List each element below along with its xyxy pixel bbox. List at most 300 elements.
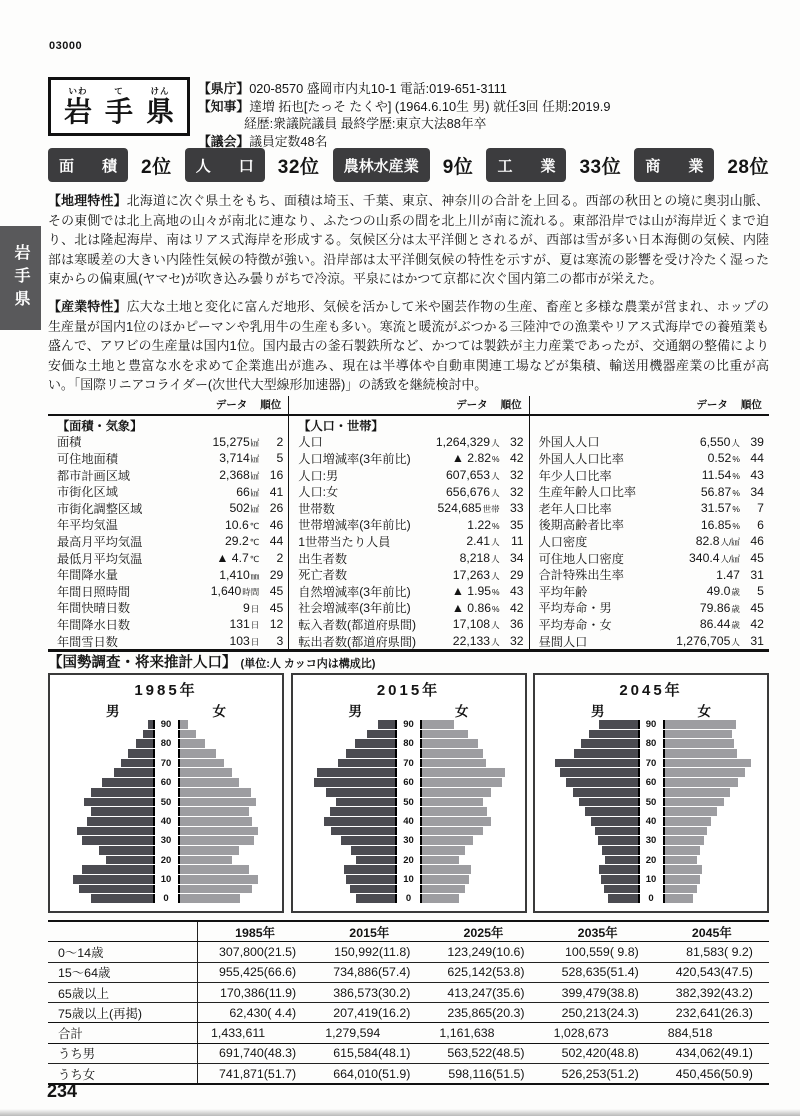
stat-unit: ㎢: [250, 504, 260, 515]
age-axis-label: 10: [395, 875, 422, 884]
stat-label: 都市計画区域: [57, 468, 131, 483]
characteristic-paragraph: [48, 191, 769, 289]
pyramid-gender-labels: [50, 700, 282, 719]
female-bar: [422, 768, 505, 777]
male-bar-area: [50, 778, 153, 787]
male-bar: [602, 846, 638, 855]
pyramid-row: [535, 856, 767, 865]
age-table-cell: 528,635(51.4): [561, 965, 639, 980]
female-label: 女: [697, 704, 711, 719]
female-bar-area: [422, 865, 525, 874]
female-bar: [665, 739, 734, 748]
stats-row: [530, 450, 769, 467]
stat-label: 人口:女: [298, 485, 339, 500]
female-bar: [665, 778, 738, 787]
male-bar: [99, 846, 153, 855]
pyramid-row: [50, 749, 282, 758]
category-badge: [634, 148, 714, 182]
stat-rank: 36: [510, 617, 524, 632]
stats-section-title: [539, 418, 764, 432]
female-bar: [180, 846, 239, 855]
age-axis-label: [395, 846, 422, 855]
age-axis-label: [395, 788, 422, 797]
badge-character: 人: [195, 157, 211, 175]
pyramid-row: [535, 759, 767, 768]
age-table-cell: 434,062(49.1): [675, 1046, 753, 1061]
stat-label: 転入者数(都道府県間): [298, 617, 417, 632]
female-bar: [422, 856, 459, 865]
stat-label: 老年人口比率: [538, 501, 612, 516]
stats-row: [48, 533, 288, 550]
data-header-label: データ: [456, 399, 488, 411]
stat-value: 1,640時間: [210, 584, 260, 599]
male-bar-area: [535, 730, 638, 739]
age-table-cell: 598,116(51.5): [448, 1066, 525, 1081]
age-table-row-label: 75歳以上(再掲): [48, 1003, 198, 1022]
badge-character: 面: [59, 157, 75, 175]
age-axis-label: [395, 807, 422, 816]
female-bar-area: [422, 894, 525, 903]
pyramid-row: [535, 817, 767, 826]
stat-rank: 12: [269, 617, 284, 632]
female-bar: [665, 827, 707, 836]
female-bar: [422, 759, 486, 768]
stat-unit: %: [492, 454, 500, 465]
stat-unit: 人: [491, 620, 500, 631]
pyramid-row: [50, 827, 282, 836]
male-bar: [79, 885, 153, 894]
age-table-cell: 420,543(47.5): [675, 965, 753, 980]
stat-value: 66㎢: [236, 484, 260, 499]
stat-rank: 44: [750, 451, 764, 466]
female-bar: [665, 894, 693, 903]
rank-value: 2位: [141, 156, 172, 178]
stat-rank: 16: [269, 468, 284, 483]
age-axis-label: [153, 827, 180, 836]
female-bar: [180, 885, 252, 894]
age-axis-label: 0: [153, 894, 180, 903]
stat-value: 1,264,329人: [435, 434, 500, 449]
male-bar: [573, 788, 638, 797]
female-bar-area: [180, 739, 283, 748]
male-bar-area: [535, 846, 638, 855]
stat-label: 外国人人口比率: [538, 451, 624, 466]
male-bar: [336, 798, 395, 807]
male-bar: [338, 759, 395, 768]
stat-label: 年間降水量: [57, 568, 118, 583]
age-table-header-cell: 1985年: [235, 925, 276, 940]
pyramid-year-title: 2045年: [619, 682, 683, 699]
stat-rank: 5: [276, 451, 284, 466]
age-table-row-label: うち女: [48, 1064, 198, 1083]
stat-unit: 歳: [731, 603, 740, 614]
stats-row: [289, 583, 528, 600]
female-bar-area: [180, 749, 283, 758]
stat-rank: 2: [276, 434, 284, 449]
stat-value: 131日: [229, 617, 260, 632]
stats-row: [48, 517, 288, 534]
stat-rank: 34: [750, 484, 764, 499]
pyramid-row: [50, 846, 282, 855]
age-axis-label: [153, 885, 180, 894]
info-bracket-label: 【知事】: [198, 98, 250, 114]
female-bar-area: [665, 759, 768, 768]
male-bar: [82, 865, 153, 874]
data-header-label: データ: [215, 399, 248, 411]
stats-section-row: [530, 417, 769, 434]
rank-header-label: 順位: [260, 399, 282, 411]
stat-rank: 33: [510, 501, 524, 516]
info-bracket-label: 【県庁】: [198, 81, 250, 96]
age-axis-label: 40: [395, 817, 422, 826]
stat-label: 最低月平均気温: [57, 551, 143, 566]
female-bar: [665, 768, 745, 777]
stats-row: [289, 483, 528, 500]
male-bar: [585, 807, 638, 816]
male-bar: [87, 817, 153, 826]
stat-label: 年間快晴日数: [57, 601, 131, 616]
male-bar-area: [50, 846, 153, 855]
female-bar: [665, 720, 736, 729]
male-bar-area: [293, 827, 396, 836]
male-bar: [82, 836, 153, 845]
female-bar-area: [180, 730, 283, 739]
stat-rank: 26: [269, 501, 284, 516]
paragraph-label: 【地理特性】: [48, 193, 127, 208]
rank-badge-group: [48, 148, 172, 182]
pyramid-row: [293, 875, 525, 884]
stats-row: [289, 517, 528, 534]
stat-unit: 歳: [731, 620, 740, 631]
stat-value: 1.47: [716, 567, 740, 582]
paragraph-text: 広大な土地と変化に富んだ地形、気候を活かして米や園芸作物の生産、畜産と多様な農業が営まれ、ホップの生産量が国内1位のほかピーマンや乳用牛の生産も多い。寒流と暖流がぶつかる三陸沖での漁業やリアス式海岸での養殖業も盛んで、アワビの生産量は国内1位。国内最古の釜石製鉄所など、かつては製鉄が主力産業であったが、交通網の整備により安価な土地と豊富な水を求めて企業進出が進み、現在は半導体や自動車関連工場などが集積、輸送用機器産業の比重が高い。「国際リニアコライダー(次世代大型線形加速器)」の誘致を継続検討中。: [48, 298, 769, 393]
age-table-cell: 307,800(21.5): [219, 944, 297, 959]
stat-label: 面積: [57, 435, 82, 450]
age-axis-label: 10: [153, 875, 180, 884]
male-bar: [77, 827, 153, 836]
male-bar: [136, 739, 153, 748]
age-axis-label: [395, 730, 422, 739]
prefecture-name-box: [48, 77, 190, 136]
age-axis-label: [395, 885, 422, 894]
female-bar-area: [422, 768, 525, 777]
male-bar-area: [535, 739, 638, 748]
stats-row: [530, 517, 769, 534]
female-bar: [665, 798, 724, 807]
rank-value: 33位: [579, 156, 622, 178]
age-axis-label: [638, 768, 665, 777]
male-bar-area: [293, 788, 396, 797]
pyramid-row: [535, 827, 767, 836]
female-bar-area: [422, 730, 525, 739]
female-bar-area: [665, 894, 768, 903]
stat-label: 死亡者数: [298, 568, 348, 583]
stats-row: [289, 533, 528, 550]
female-bar-area: [665, 846, 768, 855]
female-bar-area: [665, 788, 768, 797]
female-bar-area: [665, 749, 768, 758]
age-table-row: [48, 983, 769, 1003]
stat-value: 6,550人: [699, 434, 740, 449]
age-axis-label: 60: [638, 778, 665, 787]
pyramid-row: [293, 768, 525, 777]
female-bar: [665, 817, 711, 826]
badge-character: 林: [358, 157, 374, 175]
pyramid-row: [50, 856, 282, 865]
stat-label: 自然増減率(3年前比): [298, 584, 411, 599]
stats-row: [48, 467, 288, 484]
male-bar-area: [50, 807, 153, 816]
stat-value: 22,133人: [452, 634, 500, 649]
stat-label: 世帯増減率(3年前比): [298, 518, 411, 533]
stat-value: 2.41人: [466, 534, 500, 549]
age-axis-label: [638, 788, 665, 797]
female-bar: [422, 720, 454, 729]
pyramid-row: [293, 836, 525, 845]
age-axis-label: [153, 807, 180, 816]
stat-unit: 人: [731, 437, 740, 448]
male-bar-area: [50, 788, 153, 797]
female-bar: [180, 778, 239, 787]
female-bar-area: [180, 759, 283, 768]
stat-unit: 人: [491, 537, 500, 548]
age-table-cell: 526,253(51.2): [561, 1066, 639, 1081]
pyramid-row: [293, 749, 525, 758]
stat-label: 転出者数(都道府県間): [298, 634, 417, 649]
female-label: 女: [455, 704, 469, 719]
pyramid-row: [535, 720, 767, 729]
age-axis-label: 70: [153, 759, 180, 768]
male-bar-area: [535, 768, 638, 777]
age-table-cell: 1,433,611: [211, 1026, 266, 1041]
paragraph-text: 北海道に次ぐ県土をもち、面積は埼玉、千葉、東京、神奈川の合計を上回る。西部の秋田との境に奥羽山脈、その東側では北上高地の山々が南北に連なり、ふたつの山系の間を北上川が南に流れる。東部沿岸では山が海岸近くまで迫り、北は隆起海岸、南はリアス式海岸を形成する。気候区分は太平洋側とされるが、西部は雪が多い日本海側の気候、内陸部は寒暖差の大きい内陸性気候の特徴が強い。沿岸部は太平洋側気候の特性を示すが、夏は寒流の影響を受け冷たく湿った東からの偏東風(ヤマセ)が吹き込み曇りがちで冷涼。平泉にはかつて京都に次ぐ国内第二の都市が栄えた。: [48, 193, 770, 287]
stats-row: [48, 483, 288, 500]
age-axis-label: [395, 749, 422, 758]
age-table-cell: 413,247(35.6): [447, 985, 525, 1000]
pyramid-row: [50, 730, 282, 739]
female-bar-area: [180, 894, 283, 903]
age-table-cell: 250,213(24.3): [561, 1005, 639, 1020]
female-bar: [422, 827, 483, 836]
male-bar: [128, 749, 153, 758]
page-bottom-edge: [0, 1109, 800, 1116]
stat-label: 可住地面積: [57, 451, 118, 466]
stat-label: 平均寿命・女: [538, 617, 612, 632]
male-bar-area: [50, 730, 153, 739]
age-axis-label: 40: [153, 817, 180, 826]
stat-unit: 人: [491, 437, 500, 448]
age-axis-label: 10: [638, 875, 665, 884]
age-table-cell: 382,392(43.2): [675, 985, 753, 1000]
pyramid-gender-labels: [535, 700, 767, 719]
pyramid-row: [535, 788, 767, 797]
female-bar: [180, 788, 251, 797]
age-table-cell: 741,871(51.7): [219, 1066, 297, 1081]
rank-badge-group: [486, 148, 621, 182]
stat-label: 出生者数: [298, 551, 348, 566]
stat-rank: 43: [510, 584, 524, 599]
stat-rank: 31: [750, 634, 764, 649]
female-bar-area: [180, 856, 283, 865]
female-bar-area: [422, 749, 525, 758]
female-bar-area: [665, 856, 768, 865]
male-bar: [326, 788, 395, 797]
stats-row: [530, 500, 769, 517]
age-axis-label: 90: [395, 720, 422, 729]
male-bar-area: [50, 817, 153, 826]
female-bar: [422, 846, 465, 855]
stat-value: ▲ 4.7℃: [216, 551, 260, 566]
government-info-line: [198, 80, 770, 98]
male-bar: [114, 768, 153, 777]
stats-section-row: [289, 417, 528, 434]
male-bar-area: [535, 836, 638, 845]
stat-label: 年間日照時間: [57, 584, 131, 599]
pyramid-row: [293, 759, 525, 768]
age-table-row: [48, 942, 769, 962]
pyramid-row: [535, 865, 767, 874]
pyramid-row: [293, 846, 525, 855]
stat-unit: 人: [491, 554, 500, 565]
stats-row: [289, 566, 528, 583]
badge-character: 積: [101, 157, 117, 175]
age-structure-table: [48, 920, 769, 1085]
male-bar: [84, 798, 153, 807]
female-bar-area: [422, 759, 525, 768]
stats-row: [289, 450, 528, 467]
stats-section-row: [48, 417, 288, 434]
category-badge: [48, 148, 128, 182]
female-bar: [665, 875, 700, 884]
stat-label: 外国人人口: [538, 435, 600, 450]
female-bar: [665, 759, 751, 768]
age-axis-label: [638, 846, 665, 855]
stat-value: 1,410㎜: [219, 567, 260, 582]
stats-header-row: [48, 396, 288, 414]
stat-value: 0.52%: [707, 451, 740, 466]
category-badge: [185, 148, 265, 182]
age-axis-label: [153, 846, 180, 855]
badge-character: 工: [497, 157, 513, 175]
rank-header-label: 順位: [740, 399, 762, 411]
female-bar: [422, 778, 502, 787]
stats-row: [530, 550, 769, 567]
female-bar: [665, 788, 730, 797]
stats-row: [48, 550, 288, 567]
stat-rank: 34: [510, 551, 524, 566]
male-bar-area: [50, 885, 153, 894]
female-bar-area: [422, 856, 525, 865]
stat-unit: 人/㎢: [720, 554, 740, 565]
stat-label: 人口:男: [298, 468, 339, 483]
stat-label: 年間降水日数: [57, 617, 131, 632]
female-bar-area: [422, 739, 525, 748]
male-bar: [595, 827, 638, 836]
female-bar: [422, 739, 478, 748]
female-bar-area: [665, 807, 768, 816]
age-axis-label: [153, 730, 180, 739]
stat-unit: 人: [491, 637, 500, 648]
stats-row: [530, 483, 769, 500]
age-axis-label: 50: [153, 798, 180, 807]
female-bar-area: [665, 768, 768, 777]
female-bar: [422, 875, 469, 884]
population-pyramid-panel: [48, 673, 284, 913]
female-bar-area: [180, 768, 283, 777]
pyramid-row: [50, 875, 282, 884]
category-badge: [486, 148, 566, 182]
stat-label: 1世帯当たり人員: [298, 534, 391, 549]
male-bar-area: [293, 807, 396, 816]
age-table-row-label: うち男: [48, 1044, 198, 1063]
prefecture-name-character: [64, 87, 92, 126]
pyramid-row: [293, 817, 525, 826]
female-bar-area: [180, 778, 283, 787]
stat-rank: 45: [750, 551, 764, 566]
female-bar-area: [180, 807, 283, 816]
stats-row: [530, 566, 769, 583]
male-bar-area: [293, 739, 396, 748]
male-bar-area: [50, 836, 153, 845]
stat-rank: 43: [750, 468, 764, 483]
stat-value: 56.87%: [700, 484, 740, 499]
age-table-row-label: 0〜14歳: [48, 942, 198, 961]
female-bar-area: [665, 827, 768, 836]
stats-row: [289, 467, 528, 484]
age-axis-label: [153, 768, 180, 777]
stat-unit: 人: [491, 487, 500, 498]
stat-unit: ℃: [249, 520, 260, 531]
female-bar: [665, 730, 732, 739]
stats-row: [48, 616, 288, 633]
stat-unit: 歳: [731, 587, 740, 598]
age-axis-label: 80: [638, 739, 665, 748]
pyramid-row: [293, 807, 525, 816]
pyramid-row: [50, 894, 282, 903]
stats-row: [289, 616, 528, 633]
stat-unit: %: [732, 454, 740, 465]
stat-unit: %: [492, 587, 500, 598]
stat-value: 86.44歳: [699, 617, 740, 632]
stat-rank: 42: [750, 617, 764, 632]
census-title-text: 【国勢調査・将来推計人口】: [48, 655, 237, 671]
stats-body: [289, 414, 528, 649]
female-bar-area: [180, 817, 283, 826]
ranking-badges-row: [48, 148, 769, 182]
male-bar: [378, 720, 395, 729]
stats-section-title: 【人口・世帯】: [298, 418, 384, 433]
female-bar: [665, 749, 737, 758]
pyramid-row: [535, 739, 767, 748]
pyramid-row: [50, 720, 282, 729]
female-bar-area: [180, 827, 283, 836]
rank-badge-group: [634, 148, 769, 182]
stat-unit: 世帯: [482, 504, 500, 515]
female-bar-area: [180, 798, 283, 807]
stat-unit: %: [492, 603, 500, 614]
stat-unit: %: [492, 520, 500, 531]
female-bar: [422, 749, 483, 758]
male-bar-area: [293, 768, 396, 777]
stat-rank: 45: [269, 600, 284, 615]
government-info: [198, 80, 770, 150]
age-table-cell: 170,386(11.9): [219, 985, 297, 1000]
male-bar: [324, 817, 395, 826]
prefecture-name-ruby: て: [114, 86, 124, 97]
stat-rank: 39: [750, 434, 764, 449]
male-bar: [143, 730, 153, 739]
badge-character: 産: [388, 157, 404, 175]
